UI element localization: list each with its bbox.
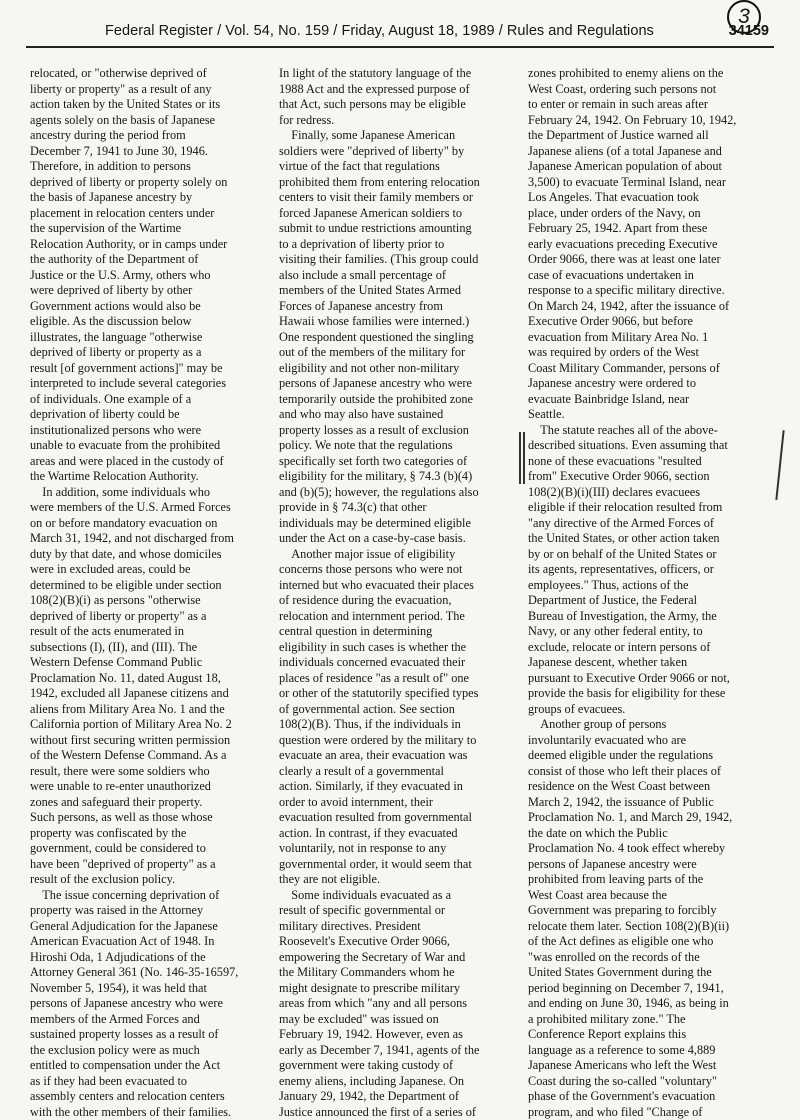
text-line: visiting their families. (This group could xyxy=(279,252,519,268)
text-line: described situations. Even assuming that xyxy=(528,438,768,454)
text-line: Justice announced the first of a series of xyxy=(279,1105,519,1120)
text-line: result, there were some soldiers who xyxy=(30,764,270,780)
text-line: February 25, 1942. Apart from these xyxy=(528,221,768,237)
text-line: Such persons, as well as those whose xyxy=(30,810,270,826)
text-line: language as a reference to some 4,889 xyxy=(528,1043,768,1059)
text-line: Japanese American population of about xyxy=(528,159,768,175)
text-line: areas from which "any and all persons xyxy=(279,996,519,1012)
text-line: Coast during the so-called "voluntary" xyxy=(528,1074,768,1090)
text-line: deemed eligible under the regulations xyxy=(528,748,768,764)
margin-mark-bracket xyxy=(519,432,521,484)
text-line: period beginning on December 7, 1941, xyxy=(528,981,768,997)
text-line: its agents, representatives, officers, or xyxy=(528,562,768,578)
text-line: clearly a result of a governmental xyxy=(279,764,519,780)
text-line: or other of the statutorily specified types xyxy=(279,686,519,702)
text-line: persons of Japanese ancestry were xyxy=(528,857,768,873)
text-line: property losses as a result of exclusion xyxy=(279,423,519,439)
text-line: individuals concerned evacuated their xyxy=(279,655,519,671)
text-line: Government actions would also be xyxy=(30,299,270,315)
text-line: for redress. xyxy=(279,113,519,129)
text-line: phase of the Government's evacuation xyxy=(528,1089,768,1105)
text-line: they are not eligible. xyxy=(279,872,519,888)
text-line: evacuate Bainbridge Island, near xyxy=(528,392,768,408)
text-line: West Coast, ordering such persons not xyxy=(528,82,768,98)
text-line: voluntarily, not in response to any xyxy=(279,841,519,857)
text-line: pursuant to Executive Order 9066 or not, xyxy=(528,671,768,687)
text-column-1 xyxy=(30,66,270,1032)
text-line: January 29, 1942, the Department of xyxy=(279,1089,519,1105)
text-line: Attorney General 361 (No. 146-35-16597, xyxy=(30,965,270,981)
text-line: a prohibited military zone." The xyxy=(528,1012,768,1028)
text-line: Japanese aliens (of a total Japanese and xyxy=(528,144,768,160)
text-line: relocated, or "otherwise deprived of xyxy=(30,66,270,82)
text-line: of the Act defines as eligible one who xyxy=(528,934,768,950)
text-line: policy. We note that the regulations xyxy=(279,438,519,454)
text-line: evacuate an area, their evacuation was xyxy=(279,748,519,764)
text-line: employees." Thus, actions of the xyxy=(528,578,768,594)
text-line: duty by that date, and whose domiciles xyxy=(30,547,270,563)
text-line: West Coast area because the xyxy=(528,888,768,904)
text-line: property was confiscated by the xyxy=(30,826,270,842)
text-line: virtue of the fact that regulations xyxy=(279,159,519,175)
text-line: residence on the West Coast between xyxy=(528,779,768,795)
text-line: members of the Armed Forces and xyxy=(30,1012,270,1028)
text-line: the Military Commanders whom he xyxy=(279,965,519,981)
text-line: institutionalized persons who were xyxy=(30,423,270,439)
text-line: In addition, some individuals who xyxy=(30,485,270,501)
text-line: In light of the statutory language of the xyxy=(279,66,519,82)
text-line: that Act, such persons may be eligible xyxy=(279,97,519,113)
text-line: by or on behalf of the United States or xyxy=(528,547,768,563)
margin-mark-right xyxy=(775,430,784,500)
text-line: aliens from Military Area No. 1 and the xyxy=(30,702,270,718)
text-line: Executive Order 9066, but before xyxy=(528,314,768,330)
text-line: Coast Military Commander, persons of xyxy=(528,361,768,377)
text-line: property was raised in the Attorney xyxy=(30,903,270,919)
text-line: result of specific governmental or xyxy=(279,903,519,919)
text-line: evacuation from Military Area No. 1 xyxy=(528,330,768,346)
text-line: under the Act on a case-by-case basis. xyxy=(279,531,519,547)
text-line: on or before mandatory evacuation on xyxy=(30,516,270,532)
text-line: "was enrolled on the records of the xyxy=(528,950,768,966)
text-line: On March 24, 1942, after the issuance of xyxy=(528,299,768,315)
text-line: from" Executive Order 9066, section xyxy=(528,469,768,485)
text-line: ancestry during the period from xyxy=(30,128,270,144)
text-line: with the other members of their families. xyxy=(30,1105,270,1120)
text-line: eligible. As the discussion below xyxy=(30,314,270,330)
text-line: place, under orders of the Navy, on xyxy=(528,206,768,222)
text-line: to a deprivation of liberty prior to xyxy=(279,237,519,253)
text-line: December 7, 1941 to June 30, 1946. xyxy=(30,144,270,160)
text-line: entitled to compensation under the Act xyxy=(30,1058,270,1074)
text-line: The issue concerning deprivation of xyxy=(30,888,270,904)
handwritten-page-marker: 3 xyxy=(727,0,761,34)
text-line: specifically set forth two categories of xyxy=(279,454,519,470)
text-line: Proclamation No. 11, dated August 18, xyxy=(30,671,270,687)
text-line: areas and were placed in the custody of xyxy=(30,454,270,470)
text-line: deprived of liberty or property as a xyxy=(30,345,270,361)
text-line: Japanese descent, whether taken xyxy=(528,655,768,671)
text-line: early as December 7, 1941, agents of the xyxy=(279,1043,519,1059)
text-line: Some individuals evacuated as a xyxy=(279,888,519,904)
text-line: concerns those persons who were not xyxy=(279,562,519,578)
text-line: deprivation of liberty could be xyxy=(30,407,270,423)
text-line: order to avoid internment, their xyxy=(279,795,519,811)
text-line: were in excluded areas, could be xyxy=(30,562,270,578)
text-line: result of the acts enumerated in xyxy=(30,624,270,640)
text-line: without first securing written permission xyxy=(30,733,270,749)
text-line: the authority of the Department of xyxy=(30,252,270,268)
text-line: relocate them later. Section 108(2)(B)(ii) xyxy=(528,919,768,935)
text-line: were unable to re-enter unauthorized xyxy=(30,779,270,795)
text-line: were members of the U.S. Armed Forces xyxy=(30,500,270,516)
text-line: temporarily outside the prohibited zone xyxy=(279,392,519,408)
text-line: consist of those who left their places of xyxy=(528,764,768,780)
text-line: Justice or the U.S. Army, others who xyxy=(30,268,270,284)
text-line: Japanese Americans who left the West xyxy=(528,1058,768,1074)
text-line: enemy aliens, including Japanese. On xyxy=(279,1074,519,1090)
text-line: zones and safeguard their property. xyxy=(30,795,270,811)
text-line: eligibility and not other non-military xyxy=(279,361,519,377)
text-line: response to a specific military directive. xyxy=(528,283,768,299)
text-line: Roosevelt's Executive Order 9066, xyxy=(279,934,519,950)
text-line: the United States, or other action taken xyxy=(528,531,768,547)
text-line: 1942, excluded all Japanese citizens and xyxy=(30,686,270,702)
text-line: Order 9066, there was at least one later xyxy=(528,252,768,268)
text-line: members of the United States Armed xyxy=(279,283,519,299)
text-line: placement in relocation centers under xyxy=(30,206,270,222)
text-line: none of these evacuations "resulted xyxy=(528,454,768,470)
text-line: persons of Japanese ancestry who were xyxy=(30,996,270,1012)
text-line: military directives. President xyxy=(279,919,519,935)
text-line: March 31, 1942, and not discharged from xyxy=(30,531,270,547)
text-line: and who may also have sustained xyxy=(279,407,519,423)
text-line: result [of government actions]" may be xyxy=(30,361,270,377)
text-line: places of residence "as a result of" one xyxy=(279,671,519,687)
text-line: Hiroshi Oda, 1 Adjudications of the xyxy=(30,950,270,966)
text-line: might designate to prescribe military xyxy=(279,981,519,997)
text-line: prohibited from leaving parts of the xyxy=(528,872,768,888)
text-line: relocation and internment period. The xyxy=(279,609,519,625)
text-line: early evacuations preceding Executive xyxy=(528,237,768,253)
text-line: the Department of Justice warned all xyxy=(528,128,768,144)
text-line: government, could be considered to xyxy=(30,841,270,857)
text-line: provide in § 74.3(c) that other xyxy=(279,500,519,516)
text-line: interned but who evacuated their places xyxy=(279,578,519,594)
text-line: action. In contrast, if they evacuated xyxy=(279,826,519,842)
text-line: have been "deprived of property" as a xyxy=(30,857,270,873)
header-title: Federal Register / Vol. 54, No. 159 / Friday, August 18, 1989 / Rules and Regulations xyxy=(105,20,654,42)
text-line: empowering the Secretary of War and xyxy=(279,950,519,966)
text-line: Another group of persons xyxy=(528,717,768,733)
text-line: American Evacuation Act of 1948. In xyxy=(30,934,270,950)
text-line: eligibility in such cases is whether the xyxy=(279,640,519,656)
text-line: California portion of Military Area No. 2 xyxy=(30,717,270,733)
text-line: the date on which the Public xyxy=(528,826,768,842)
text-line: deprived of liberty or property solely on xyxy=(30,175,270,191)
text-line: of governmental action. See section xyxy=(279,702,519,718)
text-line: exclude, relocate or intern persons of xyxy=(528,640,768,656)
text-line: 108(2)(B). Thus, if the individuals in xyxy=(279,717,519,733)
text-line: forced Japanese American soldiers to xyxy=(279,206,519,222)
text-line: eligibility for the military, § 74.3 (b)(4) xyxy=(279,469,519,485)
text-line: and ending on June 30, 1946, as being in xyxy=(528,996,768,1012)
text-line: Western Defense Command Public xyxy=(30,655,270,671)
text-line: as if they had been evacuated to xyxy=(30,1074,270,1090)
header-rule xyxy=(26,46,774,48)
text-line: out of the members of the military for xyxy=(279,345,519,361)
text-line: Another major issue of eligibility xyxy=(279,547,519,563)
text-line: Proclamation No. 1, and March 29, 1942, xyxy=(528,810,768,826)
text-line: One respondent questioned the singling xyxy=(279,330,519,346)
text-line: of individuals. One example of a xyxy=(30,392,270,408)
text-line: the exclusion policy were as much xyxy=(30,1043,270,1059)
text-line: Bureau of Investigation, the Army, the xyxy=(528,609,768,625)
text-line: Seattle. xyxy=(528,407,768,423)
text-line: were deprived of liberty by other xyxy=(30,283,270,299)
text-line: individuals may be determined eligible xyxy=(279,516,519,532)
text-line: may be excluded" was issued on xyxy=(279,1012,519,1028)
text-line: involuntarily evacuated who are xyxy=(528,733,768,749)
text-line: Forces of Japanese ancestry from xyxy=(279,299,519,315)
text-line: of residence during the evacuation, xyxy=(279,593,519,609)
text-line: eligible if their relocation resulted from xyxy=(528,500,768,516)
text-line: submit to undue restrictions amounting xyxy=(279,221,519,237)
text-line: illustrates, the language "otherwise xyxy=(30,330,270,346)
text-line: United States Government during the xyxy=(528,965,768,981)
text-line: sustained property losses as a result of xyxy=(30,1027,270,1043)
text-line: determined to be eligible under section xyxy=(30,578,270,594)
text-line: result of the exclusion policy. xyxy=(30,872,270,888)
text-line: unable to evacuate from the prohibited xyxy=(30,438,270,454)
text-line: the supervision of the Wartime xyxy=(30,221,270,237)
text-line: March 2, 1942, the issuance of Public xyxy=(528,795,768,811)
text-line: deprived of liberty or property" as a xyxy=(30,609,270,625)
text-line: General Adjudication for the Japanese xyxy=(30,919,270,935)
text-line: evacuation resulted from governmental xyxy=(279,810,519,826)
text-line: case of evacuations undertaken in xyxy=(528,268,768,284)
header-page-number: 34159 xyxy=(729,20,769,42)
text-line: was required by orders of the West xyxy=(528,345,768,361)
text-line: of the Western Defense Command. As a xyxy=(30,748,270,764)
text-line: Conference Report explains this xyxy=(528,1027,768,1043)
text-line: groups of evacuees. xyxy=(528,702,768,718)
text-line: interpreted to include several categories xyxy=(30,376,270,392)
text-line: 1988 Act and the expressed purpose of xyxy=(279,82,519,98)
text-line: government were taking custody of xyxy=(279,1058,519,1074)
text-column-3 xyxy=(528,66,768,1032)
text-line: Japanese ancestry were ordered to xyxy=(528,376,768,392)
text-line: and (b)(5); however, the regulations also xyxy=(279,485,519,501)
text-column-2 xyxy=(279,66,519,1032)
text-line: governmental order, it would seem that xyxy=(279,857,519,873)
text-line: also include a small percentage of xyxy=(279,268,519,284)
text-line: central question in determining xyxy=(279,624,519,640)
running-header xyxy=(105,20,769,42)
text-line: Navy, or any other federal entity, to xyxy=(528,624,768,640)
text-line: February 24, 1942. On February 10, 1942, xyxy=(528,113,768,129)
text-line: November 5, 1954), it was held that xyxy=(30,981,270,997)
text-line: question were ordered by the military to xyxy=(279,733,519,749)
text-line: Finally, some Japanese American xyxy=(279,128,519,144)
text-line: Relocation Authority, or in camps under xyxy=(30,237,270,253)
text-line: 3,500) to evacuate Terminal Island, near xyxy=(528,175,768,191)
text-line: agents solely on the basis of Japanese xyxy=(30,113,270,129)
text-line: action. Similarly, if they evacuated in xyxy=(279,779,519,795)
text-line: provide the basis for eligibility for these xyxy=(528,686,768,702)
text-line: action taken by the United States or its xyxy=(30,97,270,113)
text-line: the basis of Japanese ancestry by xyxy=(30,190,270,206)
text-line: Department of Justice, the Federal xyxy=(528,593,768,609)
text-line: The statute reaches all of the above- xyxy=(528,423,768,439)
text-line: centers to visit their family members or xyxy=(279,190,519,206)
text-line: program, and who filed "Change of xyxy=(528,1105,768,1120)
text-line: Government was preparing to forcibly xyxy=(528,903,768,919)
text-line: to enter or remain in such areas after xyxy=(528,97,768,113)
text-line: soldiers were "deprived of liberty" by xyxy=(279,144,519,160)
text-line: Therefore, in addition to persons xyxy=(30,159,270,175)
margin-mark-bracket xyxy=(523,432,525,484)
text-line: February 19, 1942. However, even as xyxy=(279,1027,519,1043)
text-line: Proclamation No. 4 took effect whereby xyxy=(528,841,768,857)
text-line: prohibited them from entering relocation xyxy=(279,175,519,191)
text-line: persons of Japanese ancestry who were xyxy=(279,376,519,392)
text-line: 108(2)(B)(i) as persons "otherwise xyxy=(30,593,270,609)
text-line: liberty or property" as a result of any xyxy=(30,82,270,98)
text-line: "any directive of the Armed Forces of xyxy=(528,516,768,532)
text-line: 108(2)(B)(i)(III) declares evacuees xyxy=(528,485,768,501)
text-line: zones prohibited to enemy aliens on the xyxy=(528,66,768,82)
text-line: assembly centers and relocation centers xyxy=(30,1089,270,1105)
text-line: Los Angeles. That evacuation took xyxy=(528,190,768,206)
text-line: the Wartime Relocation Authority. xyxy=(30,469,270,485)
text-line: subsections (I), (II), and (III). The xyxy=(30,640,270,656)
text-line: Hawaii whose families were interned.) xyxy=(279,314,519,330)
